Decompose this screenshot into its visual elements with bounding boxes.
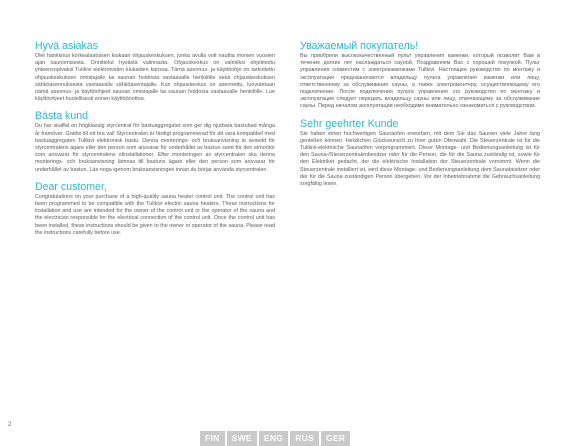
language-tab-fin[interactable]: FIN [200, 431, 225, 446]
heading-rus: Уважаемый покупатель! [300, 40, 419, 52]
section-rus [300, 40, 540, 111]
language-tab-rus[interactable]: RUS [290, 431, 319, 446]
language-tab-ger[interactable]: GER [321, 431, 350, 446]
section-fin [35, 40, 275, 103]
language-tab-swe[interactable]: SWE [227, 431, 257, 446]
right-column [300, 40, 540, 195]
page-number: 2 [8, 422, 12, 428]
heading-fin: Hyvä asiakas [35, 40, 98, 52]
section-swe [35, 110, 275, 173]
left-column [35, 40, 275, 244]
body-ger: Sie haben einen hochwertigen Saunaofen erworben, mit dem Sie das Saunen viele Jahre lang genießen können. Herzlichen Glückwunsch zu Ihrer guten Ofenwahl. Die Steuerzentrale ist für die Tulikivi-elektrische Saunaöfen vorprogrammiert. Diese Montage- und Bedienungsanleitung ist für den Sauna-/Steuerzentralenbesitzer oder für die Person, die für die Sauna zuständig ist, sowie für den Elektriker gedacht, der die elektrische Installation der Steuerzentrale vornimmt. Wenn die Steuerzentrale installiert ist, wird diese Montage- und Bedienungsanleitung dem Saunabesitzer oder der für die Sauna zuständigen Person übergeben. Vor der Inbetriebnahme die Gebrauchsanleitung sorgfältig lesen. [300, 130, 540, 188]
section-ger [300, 118, 540, 189]
body-rus: Вы приобрели высококачественный пульт управления каменки, который позволит Вам в течение долгих лет наслаждаться сауной. Поздравляем Вас с хорошей покупкой. Пульт управления совместим с электрокаменками Tulikivi. Настоящее руководство по монтажу и эксплуатации предназначается владельцу пульта управления каменки или лицу, ответственному за обслуживание сауны, а также электромонтеру, осуществляющему его подключение. После подключения пульта управления это руководство по монтажу и эксплуатации следует передать владельцу сауны или лицу, отвечающему за обслуживание сауны. Перед началом эксплуатации необходимо внимательно ознакомиться с руководством. [300, 53, 540, 110]
body-swe: Du har skaffat en högklassig styrcentral för bastuaggregatet som ger dig njutbara bastubad många år framöver. Grattis till ett bra val! Styrcentralen är färdigt programmerad för att vara kompatibel med bastuaggregaten Tulikivi elektronisk bastu. Denna monterings- och bruksanvisning är avsedd för styrcentralens ägare eller den person som ansvarar för underhållet av bastun samt för den elmontör som ansvarar för styrcentralens elinstallationer. Efter monteringen av styrcentralen ska denna monterings- och bruksanvisning lämnas till bastuns ägare eller den person som ansvarar för underhållet av bastun. Läs noga igenom bruksanvisningen innan du börjar använda styrcentralen. [35, 123, 275, 173]
section-eng [35, 181, 275, 237]
language-tab-eng[interactable]: ENG [259, 431, 288, 446]
heading-swe: Bästa kund [35, 110, 89, 123]
body-eng: Congratulations on your purchase of a high-quality sauna heater control unit. The control unit has been programmed to be compatible with the Tulikivi electric sauna heaters. These instructions for installation and use are intended for the owner of the control unit or the operator of the sauna and the electrician responsible for the electrical connection of the control unit. Once the control unit has been installed, these instructions should be given to the owner or operator of the sauna. Please read the instructions carefully before use. [35, 193, 275, 236]
heading-eng: Dear customer, [35, 180, 107, 193]
body-fin: Olet hankkinut korkealaatuisen kiukaan ohjauskeskuksen, jonka avulla voit nauttia monien vuosien ajan saunomisesta. Onnittelut hyvästä valinnasta. Ohjauskeskus on valmiiksi ohjelmoitu yhteensopivaksi Tulikivi elektronisten kiukaiden kanssa. Tämä asennus- ja käyttöohje on tarkoitettu ohjauskeskuksen omistajalle tai saunan hoidosta vastaavalle henkilölle sekä ohjauskeskuksen sähköasennuksesta vastaavalle sähköasentajalle. Kun ohjauskeskus on asennettu, luovutetaan nämä asennus- ja käyttöohjeet saunan omistajalle tai saunan hoidosta vastaavalle henkilölle. Lue käyttöohjeet huolellisesti ennen käyttöönottoa. [35, 53, 275, 103]
language-tab-bar [200, 431, 352, 446]
heading-ger: Sehr geehrter Kunde [300, 117, 399, 130]
